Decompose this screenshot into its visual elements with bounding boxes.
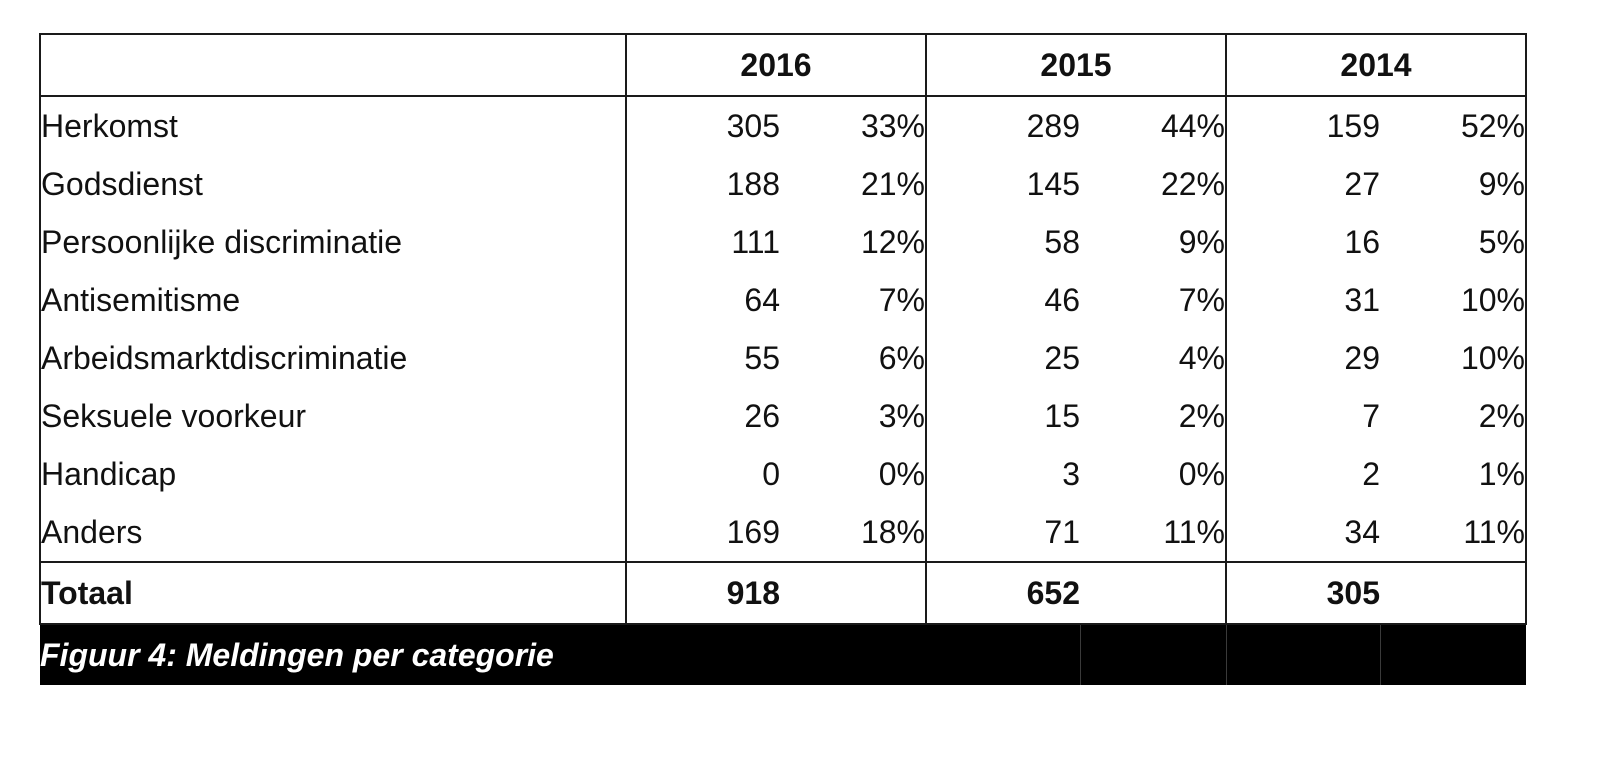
count-cell: 15: [1044, 397, 1080, 434]
count-cell: 71: [1044, 513, 1080, 550]
category-label: Herkomst: [40, 96, 626, 155]
count-cell: 34: [1344, 513, 1380, 550]
table-row: [40, 329, 1526, 387]
total-label: Totaal: [40, 562, 626, 624]
percent-cell: 0%: [1080, 445, 1226, 503]
category-label: Antisemitisme: [40, 271, 626, 329]
percent-cell: 1%: [1380, 445, 1526, 503]
count-cell: 31: [1344, 281, 1380, 318]
count-cell: 64: [744, 281, 780, 318]
total-value: 305: [1226, 562, 1380, 624]
table-row: [40, 271, 1526, 329]
count-cell: 7: [1362, 397, 1380, 434]
count-cell: 188: [726, 165, 780, 202]
percent-cell: 12%: [780, 213, 926, 271]
percent-cell: 52%: [1380, 96, 1526, 155]
percent-cell: 3%: [780, 387, 926, 445]
total-empty-cell: [780, 562, 926, 624]
percent-cell: 9%: [1380, 155, 1526, 213]
count-cell: 58: [1044, 223, 1080, 260]
count-cell: 27: [1344, 165, 1380, 202]
count-cell: 159: [1326, 107, 1380, 144]
percent-cell: 7%: [780, 271, 926, 329]
count-cell: 16: [1344, 223, 1380, 260]
category-label: Arbeidsmarktdiscriminatie: [40, 329, 626, 387]
table-row: [40, 213, 1526, 271]
figure-caption: Figuur 4: Meldingen per categorie: [40, 624, 1080, 685]
percent-cell: 44%: [1080, 96, 1226, 155]
count-cell: 305: [726, 107, 780, 144]
percent-cell: 10%: [1380, 271, 1526, 329]
count-cell: 25: [1044, 339, 1080, 376]
category-label: Seksuele voorkeur: [40, 387, 626, 445]
total-value: 652: [926, 562, 1080, 624]
percent-cell: 11%: [1080, 503, 1226, 562]
table-row: [40, 96, 1526, 155]
total-empty-cell: [1080, 562, 1226, 624]
count-cell: 169: [726, 513, 780, 550]
table-row: [40, 503, 1526, 562]
category-label: Handicap: [40, 445, 626, 503]
report-table: [39, 33, 1527, 685]
count-cell: 2: [1362, 455, 1380, 492]
percent-cell: 0%: [780, 445, 926, 503]
percent-cell: 21%: [780, 155, 926, 213]
total-value: 918: [626, 562, 780, 624]
category-label: Persoonlijke discriminatie: [40, 213, 626, 271]
count-cell: 55: [744, 339, 780, 376]
percent-cell: 11%: [1380, 503, 1526, 562]
percent-cell: 4%: [1080, 329, 1226, 387]
total-row: [40, 562, 1526, 624]
caption-bar-segment: [1380, 624, 1526, 685]
table-row: [40, 155, 1526, 213]
category-label: Godsdienst: [40, 155, 626, 213]
count-cell: 0: [762, 455, 780, 492]
year-header: 2016: [626, 34, 926, 96]
count-cell: 3: [1062, 455, 1080, 492]
category-label: Anders: [40, 503, 626, 562]
percent-cell: 2%: [1380, 387, 1526, 445]
count-cell: 46: [1044, 281, 1080, 318]
caption-row: [40, 624, 1526, 685]
caption-bar-segment: [1226, 624, 1380, 685]
percent-cell: 33%: [780, 96, 926, 155]
percent-cell: 7%: [1080, 271, 1226, 329]
percent-cell: 22%: [1080, 155, 1226, 213]
header-empty-cell: [40, 34, 626, 96]
percent-cell: 10%: [1380, 329, 1526, 387]
percent-cell: 9%: [1080, 213, 1226, 271]
table-row: [40, 445, 1526, 503]
header-row: [40, 34, 1526, 96]
table-row: [40, 387, 1526, 445]
count-cell: 289: [1026, 107, 1080, 144]
total-empty-cell: [1380, 562, 1526, 624]
percent-cell: 18%: [780, 503, 926, 562]
percent-cell: 6%: [780, 329, 926, 387]
count-cell: 145: [1026, 165, 1080, 202]
count-cell: 29: [1344, 339, 1380, 376]
year-header: 2015: [926, 34, 1226, 96]
percent-cell: 5%: [1380, 213, 1526, 271]
count-cell: 26: [744, 397, 780, 434]
caption-bar-segment: [1080, 624, 1226, 685]
count-cell: 111: [731, 223, 780, 260]
year-header: 2014: [1226, 34, 1526, 96]
percent-cell: 2%: [1080, 387, 1226, 445]
